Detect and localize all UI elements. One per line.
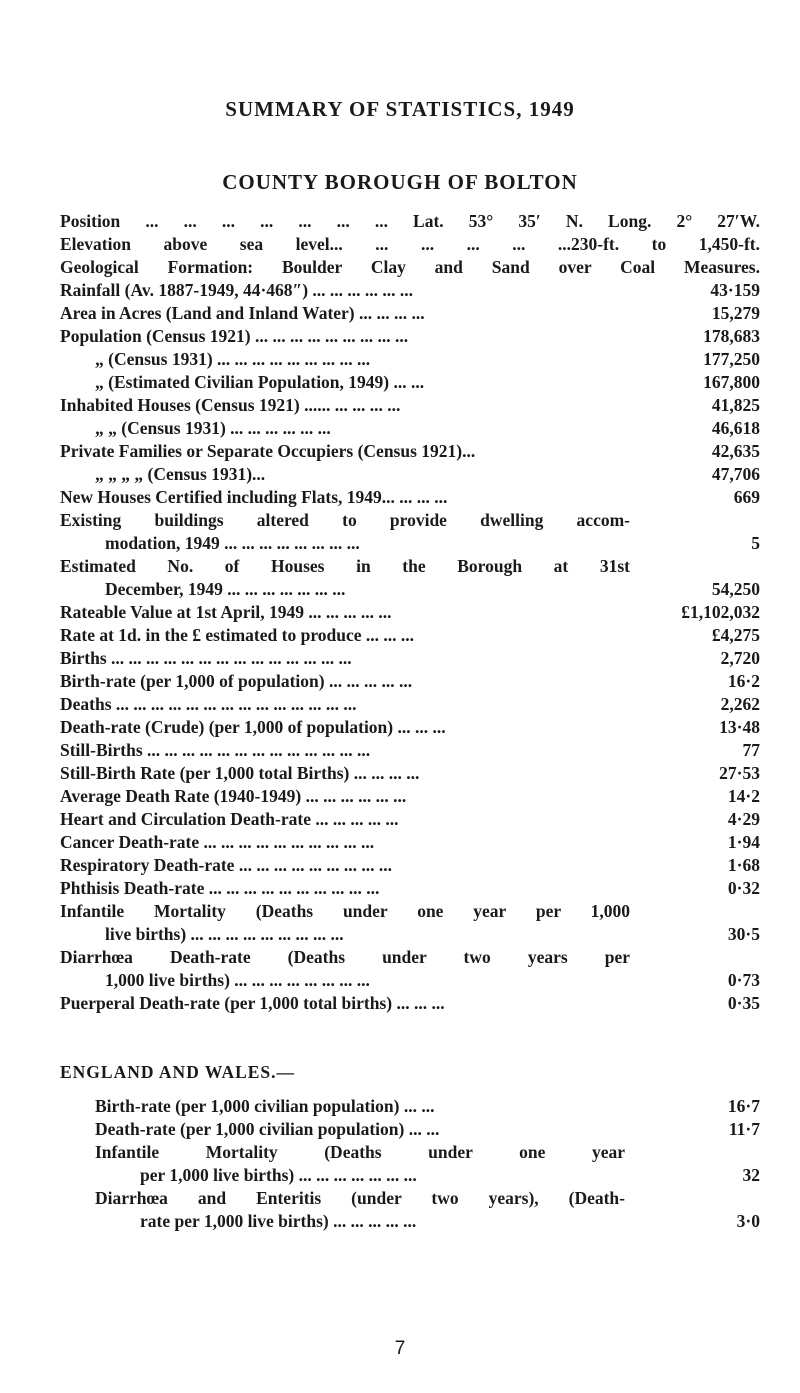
stat-row — [60, 716, 760, 739]
stat-value: 77 — [742, 740, 760, 760]
stat-label: Infantile Mortality (Deaths under one year per 1,000 live births) ... ... ... ... ... ... ... — [95, 1142, 625, 1185]
england-wales-list — [60, 1095, 760, 1233]
stat-value: £1,102,032 — [681, 602, 760, 622]
stat-value: 0·73 — [727, 970, 760, 990]
stat-label: Puerperal Death-rate (per 1,000 total births) ... ... ... — [60, 993, 445, 1013]
position-text: Position ... ... ... ... ... ... ... Lat. 53° 35′ N. Long. 2° 27′W. — [60, 211, 760, 231]
stat-row — [60, 601, 760, 624]
stat-label: Estimated No. of Houses in the Borough at 31st December, 1949 ... ... ... ... ... ... ... — [60, 556, 630, 599]
stat-value: 178,683 — [703, 326, 760, 346]
stat-value: 4·29 — [727, 809, 760, 829]
stat-label: Diarrhœa Death-rate (Deaths under two years per 1,000 live births) ... ... ... ... ... ... ... ... — [60, 947, 630, 990]
elevation-text: Elevation above sea level... ... ... ... ... ...230-ft. to 1,450-ft. — [60, 234, 760, 254]
stat-value: 14·2 — [727, 786, 760, 806]
stat-value: 16·7 — [727, 1096, 760, 1116]
stat-label: Rate at 1d. in the £ estimated to produce ... ... ... — [60, 625, 415, 645]
elevation-row — [60, 233, 760, 256]
stat-value: 16·2 — [727, 671, 760, 691]
stat-value: 0·32 — [727, 878, 760, 898]
stat-label: Birth-rate (per 1,000 of population) ... ... ... ... ... — [60, 671, 413, 691]
stat-row — [60, 992, 760, 1015]
stat-label: Heart and Circulation Death-rate ... ... ... ... ... — [60, 809, 399, 829]
stat-label: Still-Births ... ... ... ... ... ... ... ... ... ... ... ... ... — [60, 740, 371, 760]
stat-row — [60, 808, 760, 831]
stat-label: Infantile Mortality (Deaths under one year per 1,000 live births) ... ... ... ... ... ... ... ... ... — [60, 901, 630, 944]
stat-label: Rainfall (Av. 1887-1949, 44·468″) ... ... ... ... ... ... — [60, 280, 414, 300]
stat-row — [60, 762, 760, 785]
stat-value: 11·7 — [728, 1119, 760, 1139]
position-row — [60, 210, 760, 233]
stat-row — [60, 486, 760, 509]
stat-row — [60, 463, 760, 486]
stat-label: Phthisis Death-rate ... ... ... ... ... ... ... ... ... ... — [60, 878, 380, 898]
stat-value: 13·48 — [719, 717, 760, 737]
stat-value: 0·35 — [727, 993, 760, 1013]
geology-row — [60, 256, 760, 279]
stat-row — [60, 693, 760, 716]
stat-value: 167,800 — [703, 372, 760, 392]
stat-row — [60, 302, 760, 325]
stat-label: Deaths ... ... ... ... ... ... ... ... ... ... ... ... ... ... — [60, 694, 357, 714]
stat-label: Area in Acres (Land and Inland Water) ... ... ... ... — [60, 303, 425, 323]
stat-label: „ (Estimated Civilian Population, 1949) ... ... — [95, 372, 425, 392]
stat-label: Existing buildings altered to provide dwelling accom- modation, 1949 ... ... ... ... ... ... ... ... — [60, 510, 630, 553]
stat-row — [60, 739, 760, 762]
stat-row — [60, 854, 760, 877]
stat-value: 3·0 — [736, 1211, 760, 1231]
stat-value: 47,706 — [711, 464, 760, 484]
stat-row — [60, 279, 760, 302]
stat-row — [60, 555, 760, 601]
statistics-list — [60, 210, 760, 1015]
stat-value: 27·53 — [719, 763, 760, 783]
stat-row — [60, 1141, 760, 1187]
stat-label: „ „ (Census 1931) ... ... ... ... ... ... — [95, 418, 331, 438]
stat-row — [60, 1095, 760, 1118]
stat-row — [60, 670, 760, 693]
stat-value: 1·94 — [727, 832, 760, 852]
stat-label: Death-rate (per 1,000 civilian population) ... ... — [95, 1119, 440, 1139]
stat-value: 5 — [751, 533, 760, 553]
stat-row — [60, 1118, 760, 1141]
stat-label: Births ... ... ... ... ... ... ... ... ... ... ... ... ... ... — [60, 648, 352, 668]
stat-label: Population (Census 1921) ... ... ... ... ... ... ... ... ... — [60, 326, 409, 346]
stat-label: Death-rate (Crude) (per 1,000 of population) ... ... ... — [60, 717, 446, 737]
stat-row — [60, 1187, 760, 1233]
stat-value: 2,720 — [720, 648, 760, 668]
stat-value: 42,635 — [711, 441, 760, 461]
stat-label: Private Families or Separate Occupiers (Census 1921)... — [60, 441, 476, 461]
stat-row — [60, 785, 760, 808]
stat-label: Respiratory Death-rate ... ... ... ... ... ... ... ... ... — [60, 855, 392, 875]
stat-row — [60, 325, 760, 348]
stat-value: 54,250 — [711, 579, 760, 599]
stat-value: 177,250 — [703, 349, 760, 369]
stat-value: 46,618 — [711, 418, 760, 438]
stat-row — [60, 831, 760, 854]
stat-label: Still-Birth Rate (per 1,000 total Births) ... ... ... ... — [60, 763, 420, 783]
stat-label: Diarrhœa and Enteritis (under two years), (Death- rate per 1,000 live births) ... ... ... ... ... — [95, 1188, 625, 1231]
stat-row — [60, 624, 760, 647]
stat-label: Inhabited Houses (Census 1921) ...... ... ... ... ... — [60, 395, 401, 415]
stat-label: „ (Census 1931) ... ... ... ... ... ... ... ... ... — [95, 349, 371, 369]
stat-row — [60, 946, 760, 992]
stat-row — [60, 394, 760, 417]
stat-label: „ „ „ „ (Census 1931)... — [95, 464, 266, 484]
stat-row — [60, 371, 760, 394]
stat-value: 43·159 — [710, 280, 760, 300]
page-subtitle: COUNTY BOROUGH OF BOLTON — [222, 170, 578, 194]
stat-label: Average Death Rate (1940-1949) ... ... ... ... ... ... — [60, 786, 407, 806]
stat-row — [60, 877, 760, 900]
geology-text: Geological Formation: Boulder Clay and Sand over Coal Measures. — [60, 257, 760, 277]
stat-value: 30·5 — [727, 924, 760, 944]
stat-value: 2,262 — [720, 694, 760, 714]
stat-row — [60, 348, 760, 371]
stat-label: Cancer Death-rate ... ... ... ... ... ... ... ... ... ... — [60, 832, 375, 852]
stat-row — [60, 417, 760, 440]
stat-row — [60, 509, 760, 555]
stat-value: 1·68 — [727, 855, 760, 875]
page-number: 7 — [394, 1338, 406, 1359]
stat-value: 15,279 — [711, 303, 760, 323]
stat-value: 41,825 — [711, 395, 760, 415]
stat-row — [60, 647, 760, 670]
stat-row — [60, 440, 760, 463]
stat-value: 669 — [733, 487, 760, 507]
stat-value: 32 — [742, 1165, 760, 1185]
stat-label: New Houses Certified including Flats, 1949... ... ... ... — [60, 487, 448, 507]
stat-label: Birth-rate (per 1,000 civilian population) ... ... — [95, 1096, 435, 1116]
england-wales-heading: ENGLAND AND WALES.— — [60, 1062, 296, 1082]
stat-row — [60, 900, 760, 946]
page-title: SUMMARY OF STATISTICS, 1949 — [225, 97, 575, 121]
stat-label: Rateable Value at 1st April, 1949 ... ... ... ... ... — [60, 602, 392, 622]
stat-value: £4,275 — [711, 625, 760, 645]
